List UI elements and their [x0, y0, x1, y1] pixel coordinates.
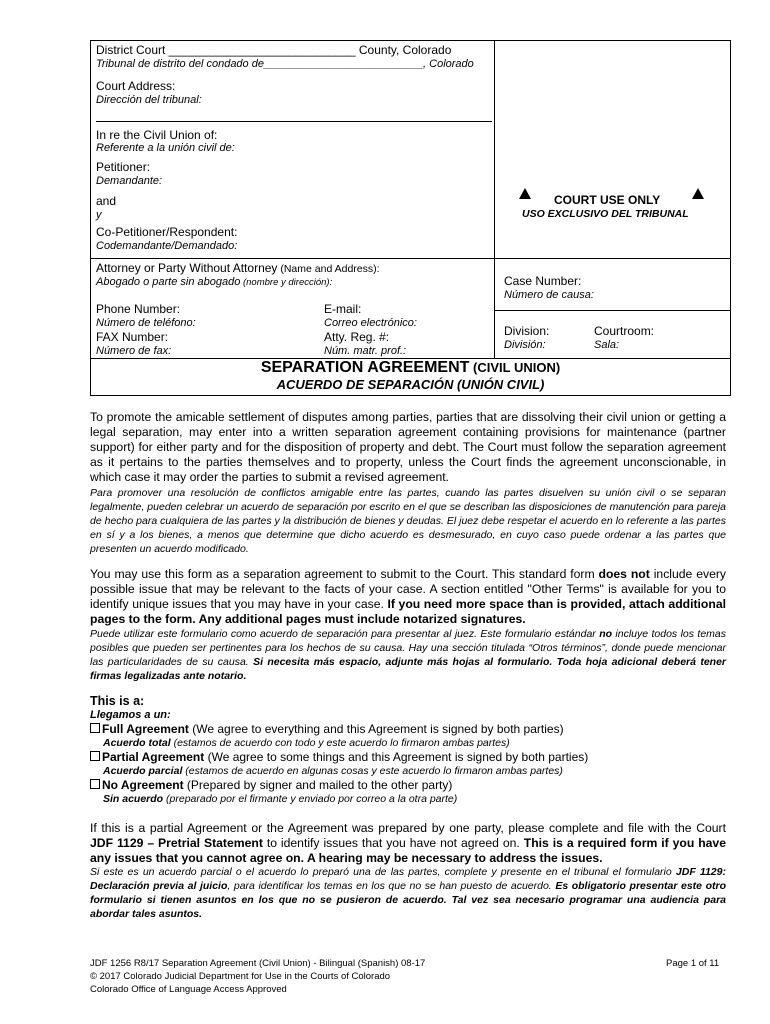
phone-label: Phone Number: [96, 302, 181, 316]
agreement-type-heading-es: Llegamos a un: [90, 709, 171, 721]
usage-paragraph-es: Puede utilizar este formulario como acuerdo de separación para presentar al juez. Este formulario estándar no incluye todos los temas posibles que pueden ser pertinentes para los hechos de su causa. Hay una sección titulada “Otros términos”, donde puede mencionar las particularidades de su causa. Si necesita más espacio, adjunte más hojas al formulario. Toda hoja adicional deberá tener firmas legalizadas ante notario. [90, 628, 727, 682]
caption-divider-case [494, 310, 731, 311]
court-use-only-es: USO EXCLUSIVO DEL TRIBUNAL [522, 208, 689, 220]
in-re-label-es: Referente a la unión civil de: [96, 142, 235, 154]
court-address-line [96, 121, 492, 122]
email-label: E-mail: [324, 302, 362, 316]
district-court-field: District Court ____________________________ County, Colorado [96, 43, 452, 57]
arrow-up-right-icon [692, 188, 704, 199]
court-address-label-es: Dirección del tribunal: [96, 94, 202, 106]
page-title: SEPARATION AGREEMENT (CIVIL UNION) [260, 359, 561, 376]
full-agreement-option[interactable]: Full Agreement (We agree to everything and this Agreement is signed by both parties) [90, 722, 564, 736]
court-address-label: Court Address: [96, 79, 176, 93]
division-label: Division: [504, 324, 550, 338]
fax-label: FAX Number: [96, 330, 169, 344]
partial-agreement-option[interactable]: Partial Agreement (We agree to some things and this Agreement is signed by both parties) [90, 750, 588, 764]
co-petitioner-label: Co-Petitioner/Respondent: [96, 225, 238, 239]
checkbox-icon[interactable] [90, 751, 100, 761]
caption-border-left [90, 40, 91, 396]
page-title-es: ACUERDO DE SEPARACIÓN (UNIÓN CIVIL) [276, 377, 545, 392]
and-label: and [96, 194, 117, 208]
footer-copyright: © 2017 Colorado Judicial Department for Use in the Courts of Colorado [90, 971, 391, 982]
petitioner-label-es: Demandante: [96, 175, 163, 187]
court-use-only: COURT USE ONLY [554, 193, 661, 207]
phone-label-es: Número de teléfono: [96, 317, 196, 329]
checkbox-icon[interactable] [90, 723, 100, 733]
caption-divider-parties [90, 258, 731, 259]
attorney-label-es: Abogado o parte sin abogado (nombre y dirección): [96, 276, 333, 288]
fax-label-es: Número de fax: [96, 345, 172, 357]
case-number-label: Case Number: [504, 274, 582, 288]
intro-paragraph-es: Para promover una resolución de conflictos amigable entre las partes, cuando las partes disuelven su unión civil o se separan legalmente, pueden celebrar un acuerdo de separación por escrito en el que se describan las disposiciones de manutención para pareja de hecho para cualquiera de las partes y la distribución de bienes y deudas. El juez debe respetar el acuerdo en lo referente a las partes en sí y a los bienes, a menos que determine que dicho acuerdo es desmesurado, en cuyo caso puede ordenar a las partes que presenten un acuerdo modificado. [90, 487, 726, 555]
in-re-label: In re the Civil Union of: [96, 128, 218, 142]
full-agreement-option-es: Acuerdo total (estamos de acuerdo con todo y este acuerdo lo firmaron ambas partes) [103, 737, 510, 749]
courtroom-label: Courtroom: [594, 324, 655, 338]
usage-paragraph: You may use this form as a separation agreement to submit to the Court. This standard form does not include every possible issue that may be relevant to the facts of your case. A section entitled "Other Terms" is available for you to identify unique issues that you may have in your case. If you need more space than is provided, attach additional pages to the form. Any additional pages must include notarized signatures. [90, 567, 727, 626]
caption-border-top [90, 40, 731, 41]
arrow-up-left-icon [519, 188, 531, 199]
pretrial-paragraph-es: Si este es un acuerdo parcial o el acuerdo lo preparó una de las partes, complete y presente en el tribunal el formulario JDF 1129: Declaración previa al juicio, para identificar los temas en los que no se han puesto de acuerdo. Es obligatorio presentar este otro formulario si tienen asuntos en los que no se pusieron de acuerdo. Tal vez sea necesario programar una audiencia para abordar tales asuntos. [90, 866, 726, 920]
district-court-field-es: Tribunal de distrito del condado de__________________________, Colorado [96, 58, 474, 70]
co-petitioner-label-es: Codemandante/Demandado: [96, 240, 238, 252]
footer-form-id: JDF 1256 R8/17 Separation Agreement (Civil Union) - Bilingual (Spanish) 08-17 [90, 958, 426, 969]
petitioner-label: Petitioner: [96, 160, 151, 174]
footer-approval: Colorado Office of Language Access Approved [90, 984, 287, 995]
division-label-es: División: [504, 339, 546, 351]
and-label-es: y [96, 209, 102, 221]
intro-paragraph: To promote the amicable settlement of disputes among parties, parties that are dissolving their civil union or getting a legal separation, may enter into a written separation agreement containing provisions for maintenance (partner support) for either party and for the disposition of property and debt. The Court must follow the separation agreement as it pertains to the parties themselves and to property, unless the Court finds the agreement unconscionable, in which case it may order the parties to submit a revised agreement. [90, 410, 726, 484]
email-label-es: Correo electrónico: [324, 317, 417, 329]
page-number: Page 1 of 11 [666, 958, 720, 969]
checkbox-icon[interactable] [90, 779, 100, 789]
partial-agreement-option-es: Acuerdo parcial (estamos de acuerdo en algunas cosas y este acuerdo lo firmaron ambas partes) [103, 765, 563, 777]
atty-reg-label: Atty. Reg. #: [324, 330, 390, 344]
atty-reg-label-es: Núm. matr. prof.: [324, 345, 407, 357]
caption-border-right [730, 40, 731, 396]
no-agreement-option-es: Sin acuerdo (preparado por el firmante y enviado por correo a la otra parte) [103, 793, 458, 805]
courtroom-label-es: Sala: [594, 339, 620, 351]
caption-border-bottom [90, 395, 731, 396]
pretrial-paragraph: If this is a partial Agreement or the Agreement was prepared by one party, please complete and file with the Court JDF 1129 – Pretrial Statement to identify issues that you have not agreed on. This is a required form if you have any issues that you cannot agree on. A hearing may be necessary to address the issues. [90, 821, 726, 865]
attorney-label: Attorney or Party Without Attorney (Name and Address): [96, 261, 380, 275]
case-number-label-es: Número de causa: [504, 289, 594, 301]
no-agreement-option[interactable]: No Agreement (Prepared by signer and mailed to the other party) [90, 778, 452, 792]
agreement-type-heading: This is a: [90, 694, 145, 708]
